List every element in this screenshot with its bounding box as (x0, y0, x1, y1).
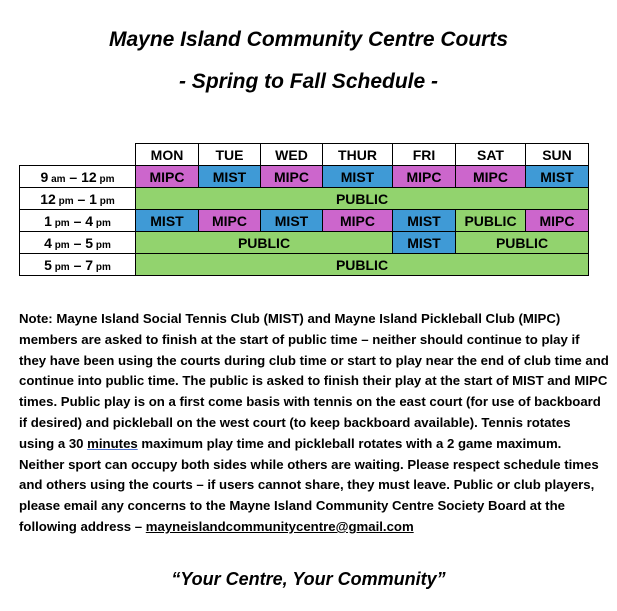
schedule-cell-public: PUBLIC (136, 188, 589, 210)
time-end: 7 (85, 256, 94, 273)
schedule-cell-mipc: MIPC (261, 166, 323, 188)
schedule-row (20, 232, 589, 254)
corner-cell (20, 144, 136, 166)
time-end-suffix: pm (93, 217, 111, 229)
tagline: “Your Centre, Your Community” (171, 569, 446, 589)
time-slot-label (20, 166, 136, 188)
day-header: WED (261, 144, 323, 166)
schedule-cell-public: PUBLIC (456, 210, 526, 232)
page-title: Mayne Island Community Centre Courts (108, 28, 509, 51)
time-start-suffix: pm (51, 261, 70, 273)
schedule-cell-mipc: MIPC (393, 166, 456, 188)
schedule-cell-mipc: MIPC (456, 166, 526, 188)
day-header: SUN (526, 144, 589, 166)
email-link[interactable]: mayneislandcommunitycentre@gmail.com (145, 518, 414, 534)
note-text-continued: maximum play time and pickleball rotates with a 2 game maximum. Neither sport can occupy both sides while others are waiting. Please respect schedule times and others using the courts – if users cannot share, they must leave. Public or club players, please email any concerns to the Mayne Island Community Centre Society Board at the following address – (19, 435, 599, 534)
time-start: 9 (40, 168, 49, 185)
schedule-cell-mipc: MIPC (199, 210, 261, 232)
schedule-cell-public: PUBLIC (456, 232, 589, 254)
time-separator: – (69, 212, 86, 229)
schedule-row (20, 188, 589, 210)
note-underlined-word: minutes (87, 435, 138, 451)
time-start: 12 (40, 190, 56, 207)
schedule-cell-mipc: MIPC (526, 210, 589, 232)
day-header: FRI (393, 144, 456, 166)
schedule-cell-mist: MIST (393, 210, 456, 232)
schedule-cell-mipc: MIPC (136, 166, 199, 188)
note-paragraph (19, 309, 609, 538)
time-end-suffix: pm (93, 261, 111, 273)
schedule-row (20, 166, 589, 188)
schedule-row (20, 254, 589, 276)
page-subtitle: - Spring to Fall Schedule - (178, 70, 438, 93)
time-start: 5 (44, 256, 52, 273)
time-start-suffix: pm (51, 217, 70, 229)
time-slot-label (20, 210, 136, 232)
schedule-cell-mist: MIST (323, 166, 393, 188)
schedule-cell-mist: MIST (199, 166, 261, 188)
schedule-row (20, 210, 589, 232)
time-start: 4 (44, 234, 52, 251)
schedule-cell-mist: MIST (393, 232, 456, 254)
time-start: 1 (44, 212, 52, 229)
note-text: Note: Mayne Island Social Tennis Club (MIST) and Mayne Island Pickleball Club (MIPC) members are asked to finish at the start of public time – neither should continue to play if they have been using the courts during club time or start to play near the end of club time and continue into public time. The public is asked to finish their play at the start of MIST and MIPC times. Public play is on a first come basis with tennis on the east court (for use of backboard if desired) and pickleball on the west court (to keep backboard available). Tennis rotates using a 30 (19, 311, 609, 451)
day-header: SAT (456, 144, 526, 166)
time-end: 1 (89, 190, 97, 207)
schedule-cell-mist: MIST (526, 166, 589, 188)
day-header: THUR (323, 144, 393, 166)
time-slot-label (20, 188, 136, 210)
time-separator: – (65, 168, 82, 185)
time-separator: – (69, 256, 86, 273)
day-header: TUE (199, 144, 261, 166)
time-start-suffix: am (48, 173, 66, 185)
time-end: 12 (81, 168, 97, 185)
time-end: 5 (85, 234, 94, 251)
time-start-suffix: pm (51, 239, 70, 251)
time-slot-label (20, 232, 136, 254)
time-separator: – (69, 234, 86, 251)
schedule-cell-public: PUBLIC (136, 232, 393, 254)
time-end: 4 (85, 212, 94, 229)
schedule-cell-mist: MIST (261, 210, 323, 232)
day-header: MON (136, 144, 199, 166)
days-header-row (20, 144, 589, 166)
schedule-cell-public: PUBLIC (136, 254, 589, 276)
time-start-suffix: pm (55, 195, 74, 207)
time-end-suffix: pm (96, 195, 115, 207)
time-slot-label (20, 254, 136, 276)
schedule-table (19, 143, 589, 276)
schedule-cell-mipc: MIPC (323, 210, 393, 232)
time-separator: – (73, 190, 90, 207)
time-end-suffix: pm (93, 239, 111, 251)
schedule-cell-mist: MIST (136, 210, 199, 232)
time-end-suffix: pm (96, 173, 115, 185)
